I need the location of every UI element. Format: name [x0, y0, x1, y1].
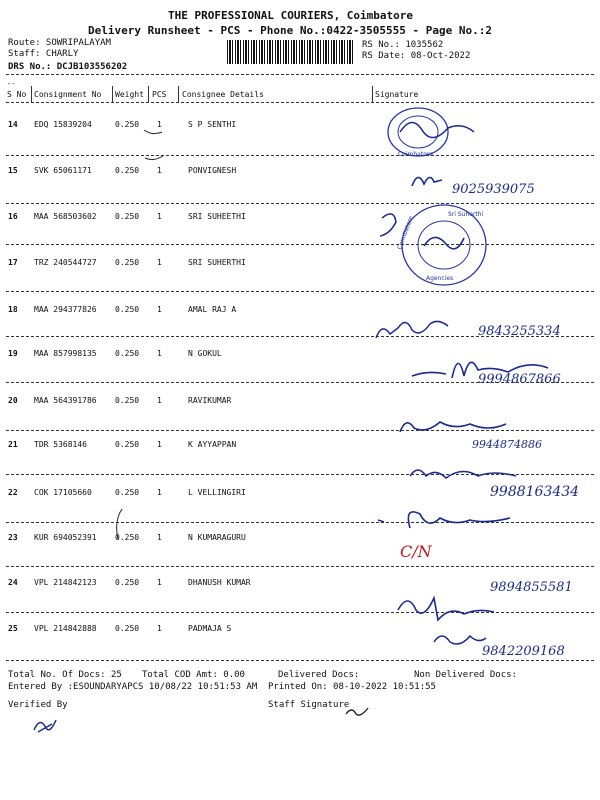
row-pcs: 1 — [157, 349, 162, 358]
handwritten-phone: 9894855581 — [490, 580, 573, 595]
col-weight: Weight — [115, 90, 144, 99]
non-delivered-docs: Non Delivered Docs: — [414, 670, 517, 680]
row-consignee: S P SENTHI — [188, 120, 237, 129]
table-bottom-divider — [6, 660, 594, 661]
row-consignee: DHANUSH KUMAR — [188, 578, 251, 587]
row-consignee: L VELLINGIRI — [188, 488, 246, 497]
runsheet-subtitle: Delivery Runsheet - PCS - Phone No.:0422-3505555 - Page No.:2 — [88, 24, 492, 37]
row-sno: 20 — [8, 396, 18, 405]
row-consignment: COK 17105660 — [34, 488, 92, 497]
row-sno: 24 — [8, 578, 18, 587]
row-consignee: SRI SUHEETHI — [188, 212, 246, 221]
staff-signature-label: Staff Signature — [268, 700, 350, 710]
row-pcs: 1 — [157, 533, 162, 542]
row-sno: 23 — [8, 533, 18, 542]
row-consignee: K AYYAPPAN — [188, 440, 237, 449]
row-pcs: 1 — [157, 578, 162, 587]
row-consignment: EDQ 15839204 — [34, 120, 92, 129]
row-consignment: MAA 564391786 — [34, 396, 97, 405]
row-consignment: SVK 65061171 — [34, 166, 92, 175]
header-divider — [6, 74, 594, 75]
row-consignee: N KUMARAGURU — [188, 533, 246, 542]
row-divider — [6, 474, 594, 475]
row-weight: 0.250 — [115, 349, 140, 358]
row-weight: 0.250 — [115, 488, 140, 497]
row-divider — [6, 155, 594, 156]
col-signature: Signature — [375, 90, 419, 99]
handwritten-phone: 9988163434 — [490, 484, 580, 500]
row-weight: 0.250 — [115, 166, 140, 175]
row-sno: 14 — [8, 120, 18, 129]
row-divider — [6, 430, 594, 431]
row-pcs: 1 — [157, 212, 162, 221]
handwritten-phone: 9843255334 — [478, 324, 561, 339]
signature-mark — [372, 312, 462, 342]
handwritten-phone: 9944874886 — [472, 438, 542, 451]
row-pcs: 1 — [157, 396, 162, 405]
row-pcs: 1 — [157, 305, 162, 314]
row-consignment: MAA 294377826 — [34, 305, 97, 314]
row-weight: 0.250 — [115, 212, 140, 221]
staff-label: Staff: CHARLY — [8, 49, 79, 59]
row-sno: 17 — [8, 258, 18, 267]
row-weight: 0.250 — [115, 624, 140, 633]
entered-by: Entered By :ESOUNDARYAPCS 10/08/22 10:51:53 AM — [8, 682, 258, 692]
row-consignee: AMAL RAJ A — [188, 305, 237, 314]
col-line — [31, 86, 32, 102]
col-consignee: Consignee Details — [182, 90, 264, 99]
row-consignee: RAVIKUMAR — [188, 396, 232, 405]
signature-mark — [396, 410, 596, 440]
printed-on: Printed On: 08-10-2022 10:51:55 — [268, 682, 436, 692]
col-pcs: PCS — [152, 90, 167, 99]
row-pcs: 1 — [157, 624, 162, 633]
barcode — [227, 40, 355, 64]
row-divider — [6, 566, 594, 567]
row-weight: 0.250 — [115, 258, 140, 267]
col-sno: S No — [7, 90, 27, 99]
row-weight: 0.250 — [115, 440, 140, 449]
col-line — [148, 86, 149, 102]
row-consignment: VPL 214842123 — [34, 578, 97, 587]
row-sno: 18 — [8, 305, 18, 314]
row-consignee: SRI SUHERTHI — [188, 258, 246, 267]
row-consignment: VPL 214842888 — [34, 624, 97, 633]
company-title: THE PROFESSIONAL COURIERS, Coimbatore — [168, 9, 414, 22]
col-header-divider — [6, 102, 594, 103]
col-line — [112, 86, 113, 102]
delivered-docs: Delivered Docs: — [278, 670, 360, 680]
handwritten-phone: 9842209168 — [482, 644, 565, 659]
row-pcs: 1 — [157, 166, 162, 175]
stamp-seal — [372, 200, 492, 290]
row-pcs: 1 — [157, 488, 162, 497]
row-sno: 15 — [8, 166, 18, 175]
header-mark: -- — [7, 80, 16, 88]
row-sno: 19 — [8, 349, 18, 358]
route-label: Route: SOWRIPALAYAM — [8, 38, 111, 48]
row-sno: 16 — [8, 212, 18, 221]
row-pcs: 1 — [157, 258, 162, 267]
col-consignment: Consignment No — [34, 90, 102, 99]
stamp-seal — [378, 102, 478, 162]
row-weight: 0.250 — [115, 533, 140, 542]
row-pcs: 1 — [157, 440, 162, 449]
handwritten-phone: 9025939075 — [452, 182, 535, 197]
stamp-text: Agencies — [426, 275, 454, 282]
row-divider — [6, 522, 594, 523]
signature-mark — [406, 458, 526, 484]
handwritten-note: C/N — [400, 542, 432, 561]
col-line — [372, 86, 373, 102]
row-divider — [6, 244, 594, 245]
row-weight: 0.250 — [115, 396, 140, 405]
row-divider — [6, 203, 594, 204]
drs-number: DRS No.: DCJB103556202 — [8, 62, 128, 72]
row-pcs: 1 — [157, 120, 162, 129]
signature-mark — [430, 626, 490, 652]
signature-mark — [370, 500, 530, 536]
row-consignee: PONVIGNESH — [188, 166, 237, 175]
row-weight: 0.250 — [115, 120, 140, 129]
row-divider — [6, 612, 594, 613]
row-consignment: MAA 857998135 — [34, 349, 97, 358]
row-consignment: KUR 694052391 — [34, 533, 97, 542]
row-consignee: N GOKUL — [188, 349, 222, 358]
stamp-text: Sri Suherthi — [448, 211, 484, 218]
row-sno: 25 — [8, 624, 18, 633]
row-consignment: TDR 5368146 — [34, 440, 87, 449]
signature-mark — [394, 590, 504, 626]
pen-tick-mark — [135, 148, 175, 168]
row-consignment: TRZ 240544727 — [34, 258, 97, 267]
row-sno: 21 — [8, 440, 18, 449]
col-line — [178, 86, 179, 102]
total-docs: Total No. Of Docs: 25 — [8, 670, 122, 680]
verified-signature — [30, 712, 60, 738]
row-weight: 0.250 — [115, 578, 140, 587]
stamp-text: Coimbatore — [398, 151, 433, 158]
signature-mark — [408, 166, 448, 196]
verified-by-label: Verified By — [8, 700, 68, 710]
rs-number: RS No.: 1035562 — [362, 40, 444, 50]
handwritten-phone: 9994867866 — [478, 372, 561, 387]
row-sno: 22 — [8, 488, 18, 497]
rs-date: RS Date: 08-Oct-2022 — [362, 51, 471, 61]
total-cod: Total COD Amt: 0.00 — [142, 670, 245, 680]
row-consignment: MAA 568503602 — [34, 212, 97, 221]
row-weight: 0.250 — [115, 305, 140, 314]
stamp-text: Coimbatore — [396, 215, 415, 251]
row-divider — [6, 291, 594, 292]
row-consignee: PADMAJA S — [188, 624, 232, 633]
